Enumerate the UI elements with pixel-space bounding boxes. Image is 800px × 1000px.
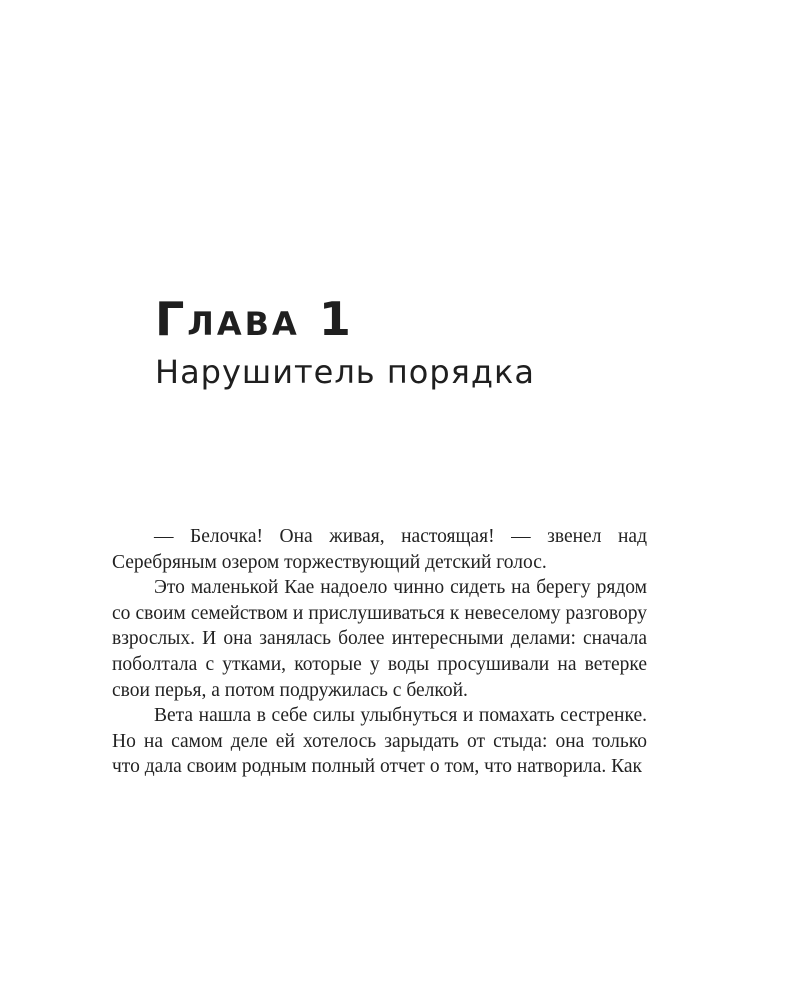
chapter-heading (155, 292, 715, 392)
paragraph: Вета нашла в себе силы улыбнуться и помахать сестренке. Но на самом деле ей хотелось зарыдать от стыда: она только что дала своим родным полный отчет о том, что натворила. Как (112, 705, 647, 778)
chapter-title: Нарушитель порядка (155, 353, 535, 391)
paragraph: Это маленькой Кае надоело чинно сидеть на берегу рядом со своим семейством и прислушиваться к невеселому разговору взрослых. И она занялась более интересными делами: сначала поболтала с утками, которые у воды просушивали на ветерке свои перья, а потом подружилась с белкой. (112, 577, 647, 701)
chapter-number: Глава 1 (155, 292, 354, 346)
chapter-body (112, 524, 647, 780)
paragraph: — Белочка! Она живая, настоящая! — звенел над Серебряным озером торжествующий детский голос. (112, 526, 647, 573)
